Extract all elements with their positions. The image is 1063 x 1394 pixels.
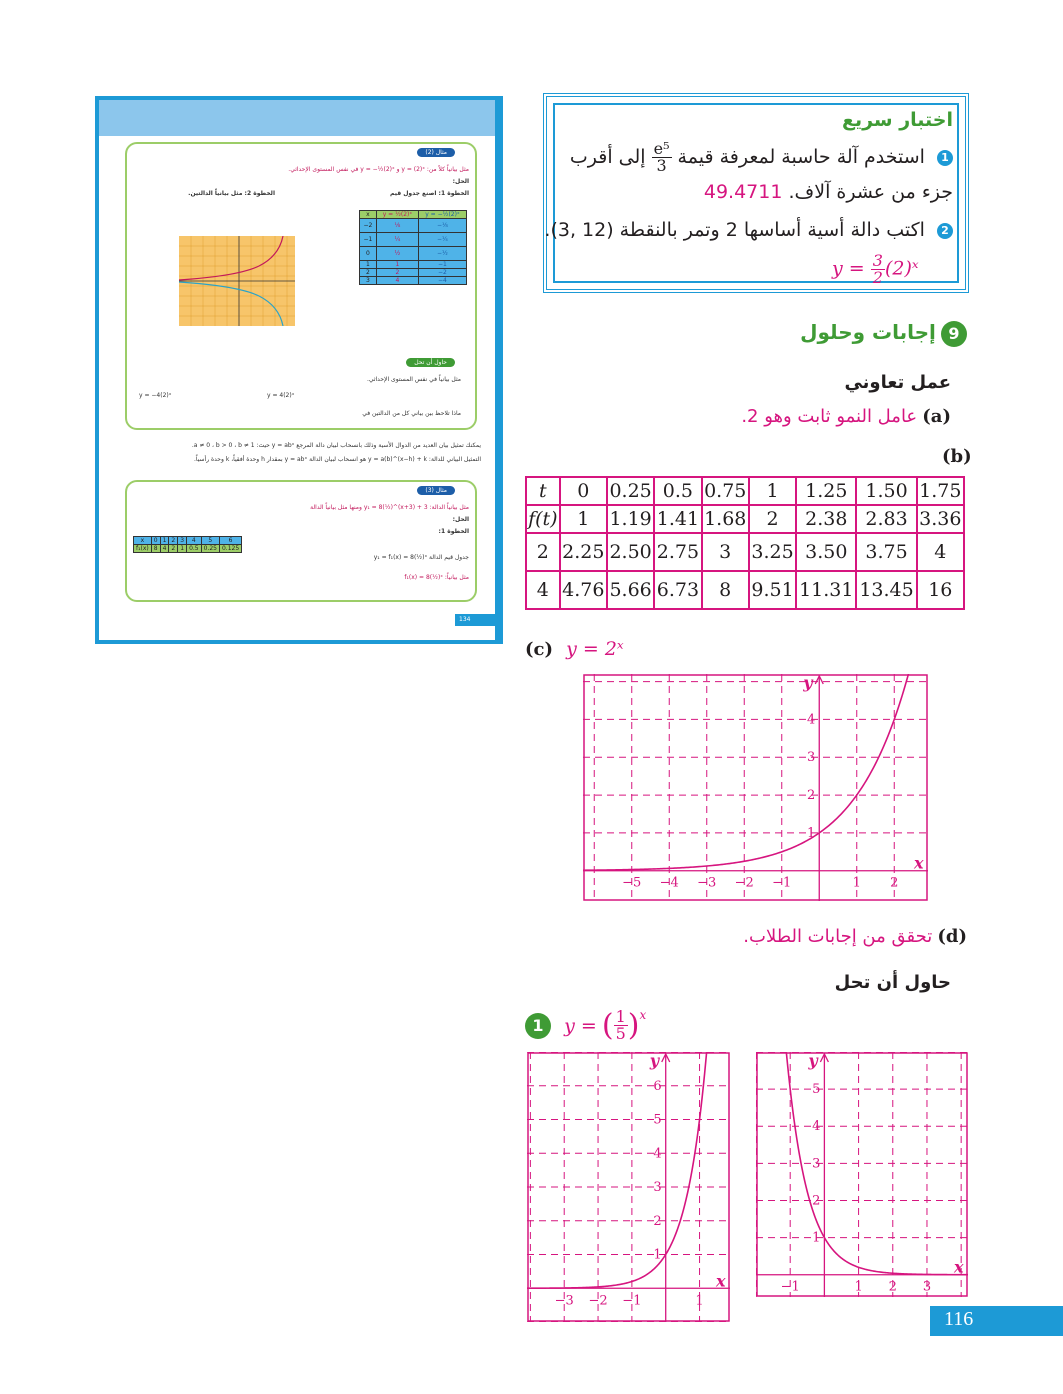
growth-table bbox=[525, 476, 965, 610]
table-cell: 3.50 bbox=[796, 533, 856, 571]
table-cell: 3.36 bbox=[917, 505, 964, 533]
part-d-label: (d) bbox=[937, 926, 967, 947]
table-row bbox=[526, 477, 964, 505]
table-row bbox=[526, 533, 964, 571]
y-tick-label: 5 bbox=[653, 1112, 662, 1128]
part-b-label: (b) bbox=[942, 446, 972, 467]
table-cell: 1.75 bbox=[917, 477, 964, 505]
y-tick-label: 3 bbox=[806, 750, 816, 766]
function-curve bbox=[583, 674, 928, 870]
student-page-thumbnail bbox=[95, 96, 503, 644]
table-cell: 4 bbox=[526, 571, 560, 609]
table-cell: 8 bbox=[702, 571, 749, 609]
quiz-q1-text-b: إلى أقرب bbox=[569, 146, 646, 168]
quick-quiz-title: اختبار سريع bbox=[841, 109, 953, 131]
y-tick-label: 4 bbox=[653, 1146, 662, 1162]
table-cell: 0 bbox=[560, 477, 607, 505]
y-tick-label: 2 bbox=[653, 1213, 662, 1229]
thumb-step1: الخطوة 1: اصنع جدول قيم bbox=[390, 190, 469, 197]
graph-frame bbox=[584, 675, 927, 900]
table-cell: 16 bbox=[917, 571, 964, 609]
table-cell: 2 bbox=[526, 533, 560, 571]
table-cell: 2 bbox=[749, 505, 796, 533]
thumb-try-pill: حاول أن تحل bbox=[406, 358, 455, 367]
quiz-q2-answer: y = $\frac{3}{2}$ (2)ˣ bbox=[832, 251, 919, 287]
section-number-badge: 9 bbox=[941, 321, 967, 347]
x-tick-label: −2 bbox=[588, 1293, 608, 1309]
y-axis-label: y bbox=[649, 1052, 660, 1070]
table-cell: 0.25 bbox=[607, 477, 654, 505]
table-cell: f(t) bbox=[526, 505, 560, 533]
table-cell: 0.5 bbox=[654, 477, 701, 505]
table-cell: 13.45 bbox=[856, 571, 916, 609]
thumb-ex3-note: جدول قيم الدالة y₁ = f₁(x) = 8(½)ˣ bbox=[373, 554, 469, 561]
x-tick-label: −3 bbox=[697, 875, 717, 891]
quiz-q2-text: اكتب دالة أسية أساسها 2 وتمر بالنقطة (12 ,3). bbox=[544, 219, 925, 241]
x-tick-label: 3 bbox=[922, 1279, 932, 1295]
thumb-paragraph-2: التمثيل البياني للدالة: y = a(b)^(x−h) + k هو انسحاب لبيان الدالة y = abˣ بمقدار h وحدة أفقياً، k وحدة رأسياً. bbox=[193, 456, 481, 463]
thumb-try-q: ماذا تلاحظ بين بياني كل من الدالتين في bbox=[362, 410, 461, 417]
function-curve bbox=[527, 1052, 730, 1291]
try-it-eq-lhs: y = bbox=[564, 1014, 597, 1037]
table-cell: t bbox=[526, 477, 560, 505]
table-row bbox=[526, 505, 964, 533]
table-cell: 6.73 bbox=[654, 571, 701, 609]
part-d-text: تحقق من إجابات الطلاب. bbox=[743, 926, 933, 947]
graph-left bbox=[527, 1052, 730, 1322]
table-cell: 1.50 bbox=[856, 477, 916, 505]
try-it-fraction: $\frac{1}{5}$ bbox=[615, 1007, 626, 1043]
quiz-q1-answer: 49.4711 bbox=[703, 181, 783, 203]
thumb-paragraph-1: يمكنك تمثيل بيان العديد من الدوال الأسية وذلك بانسحاب لبيان دالة المرجع y = abˣ حيث: a ≠ 0 ، b > 0 ، b ≠ 1. bbox=[191, 442, 481, 449]
y-tick-label: 3 bbox=[653, 1180, 662, 1195]
x-tick-label: 1 bbox=[695, 1293, 704, 1309]
table-cell: 3.75 bbox=[856, 533, 916, 571]
table-cell: 5.66 bbox=[607, 571, 654, 609]
y-tick-label: 3 bbox=[812, 1156, 821, 1172]
quiz-bullet-2: 2 bbox=[937, 223, 953, 239]
y-tick-label: 5 bbox=[812, 1082, 821, 1098]
table-cell: 1.68 bbox=[702, 505, 749, 533]
thumb-try-b: y = 4(2)ˣ bbox=[267, 392, 295, 399]
table-cell: 1.19 bbox=[607, 505, 654, 533]
thumb-graph bbox=[179, 236, 295, 326]
thumb-value-table: x y = ½(2)ˣ y = −½(2)ˣ −2 ⅛ −⅛ −1 ¼ −¼ 0 ½ −½ 1 1 −1 2 2 −2 3 4 −4 bbox=[359, 210, 467, 285]
coop-heading: عمل تعاوني bbox=[844, 372, 951, 393]
y-tick-label: 2 bbox=[806, 788, 816, 804]
try-it-badge: 1 bbox=[525, 1013, 551, 1039]
x-tick-label: −1 bbox=[622, 1293, 642, 1309]
y-axis-label: y bbox=[808, 1052, 818, 1070]
table-cell: 1.25 bbox=[796, 477, 856, 505]
table-cell: 4.76 bbox=[560, 571, 607, 609]
x-tick-label: 2 bbox=[888, 1279, 897, 1295]
try-it-heading: حاول أن تحل bbox=[834, 972, 951, 993]
graph-c bbox=[583, 674, 928, 901]
x-tick-label: −1 bbox=[780, 1279, 800, 1295]
quiz-q1-text-a: استخدم آلة حاسبة لمعرفة قيمة bbox=[677, 146, 925, 168]
thumbnail-example-3-box bbox=[125, 480, 477, 602]
quiz-q1-line2: جزء من عشرة آلاف. 49.4711 bbox=[703, 181, 953, 203]
thumb-step2: الخطوة 2: مثل بيانياً الدالتين. bbox=[188, 190, 275, 197]
table-cell: 9.51 bbox=[749, 571, 796, 609]
x-tick-label: −4 bbox=[659, 875, 679, 891]
thumb-page-tab bbox=[455, 614, 499, 626]
x-tick-label: 2 bbox=[890, 875, 899, 891]
table-cell: 2.50 bbox=[607, 533, 654, 571]
page-number-tab bbox=[930, 1306, 1063, 1336]
quick-quiz-box bbox=[543, 93, 969, 293]
table-cell: 2.75 bbox=[654, 533, 701, 571]
part-a-text: عامل النمو ثابت وهو 2. bbox=[741, 406, 918, 427]
table-row bbox=[526, 571, 964, 609]
part-a-label: (a) bbox=[922, 406, 951, 427]
table-cell: 4 bbox=[917, 533, 964, 571]
thumb-page-number: 134 bbox=[459, 616, 471, 623]
thumb-ex3-table: x 0 1 2 3 4 5 6 f₁(x) 8 4 2 1 0.5 0.25 0.125 bbox=[133, 536, 242, 553]
y-tick-label: 6 bbox=[653, 1078, 662, 1094]
y-tick-label: 1 bbox=[653, 1247, 662, 1263]
part-c-equation: y = 2ˣ bbox=[566, 638, 624, 660]
page-number: 116 bbox=[944, 1308, 974, 1330]
y-tick-label: 1 bbox=[812, 1230, 821, 1246]
quiz-question-2 bbox=[544, 219, 953, 241]
x-tick-label: −2 bbox=[734, 875, 754, 891]
table-cell: 3 bbox=[702, 533, 749, 571]
thumb-example2-pill: مثال (2) bbox=[417, 148, 455, 157]
table-cell: 1.41 bbox=[654, 505, 701, 533]
x-tick-label: 1 bbox=[852, 875, 861, 891]
x-axis-label: x bbox=[954, 1257, 964, 1277]
table-cell: 2.38 bbox=[796, 505, 856, 533]
x-axis-label: x bbox=[716, 1271, 726, 1291]
table-cell: 11.31 bbox=[796, 571, 856, 609]
table-cell: 2.83 bbox=[856, 505, 916, 533]
y-axis-label: y bbox=[803, 674, 813, 692]
thumb-solution: الحل: bbox=[452, 178, 469, 185]
coop-part-d bbox=[743, 926, 967, 947]
y-tick-label: 1 bbox=[806, 825, 816, 841]
thumb-example3-pill: مثال (3) bbox=[417, 486, 455, 495]
try-it-item-1: 1 y = ( $\frac{1}{5}$ )$^x$ bbox=[525, 1008, 646, 1043]
coop-part-a bbox=[741, 406, 951, 427]
thumb-ex3-graph: مثل بيانياً: f₁(x) = 8(½)ˣ bbox=[404, 574, 469, 581]
quiz-bullet-1: 1 bbox=[937, 150, 953, 166]
quiz-q1-fraction: $\frac{\text{e⁵}}{3}$ bbox=[653, 139, 670, 175]
y-tick-label: 4 bbox=[806, 712, 816, 728]
table-cell: 1 bbox=[749, 477, 796, 505]
table-cell: 1 bbox=[560, 505, 607, 533]
thumbnail-example-2-box bbox=[125, 142, 477, 430]
table-cell: 0.75 bbox=[702, 477, 749, 505]
quiz-question-1 bbox=[570, 141, 953, 174]
thumb-example2-line: مثل بيانياً كلاً من: y = (2)ˣ و y = −½(2)ˣ في نفس المستوى الإحداثي. bbox=[288, 166, 469, 173]
graph-right bbox=[756, 1052, 968, 1297]
thumb-example3-line: مثل بيانياً الدالة: y₁ = 8(½)^(x+3) + 3 ومنها مثل بيانياً الدالة bbox=[310, 504, 469, 511]
try-it-exponent: x bbox=[639, 1008, 647, 1022]
x-tick-label: −5 bbox=[622, 875, 642, 891]
section-title: إجابات وحلول bbox=[800, 320, 936, 344]
x-tick-label: 1 bbox=[854, 1279, 863, 1295]
thumbnail-header-band bbox=[99, 100, 495, 136]
table-cell: 3.25 bbox=[749, 533, 796, 571]
x-tick-label: −3 bbox=[554, 1293, 574, 1309]
thumb-ex3-solution: الحل: bbox=[452, 516, 469, 523]
part-c-label: (c) bbox=[525, 639, 553, 660]
table-cell: 2.25 bbox=[560, 533, 607, 571]
thumb-ex3-step: الخطوة 1: bbox=[438, 528, 469, 535]
part-c-heading bbox=[525, 638, 624, 660]
x-tick-label: −1 bbox=[772, 875, 792, 891]
graph-frame bbox=[757, 1053, 967, 1296]
y-tick-label: 4 bbox=[812, 1119, 821, 1135]
thumb-try-a: y = −4(2)ˣ bbox=[139, 392, 172, 399]
thumb-try-line: مثل بيانياً في نفس المستوى الإحداثي. bbox=[366, 376, 461, 383]
y-tick-label: 2 bbox=[812, 1193, 821, 1209]
x-axis-label: x bbox=[914, 853, 924, 873]
section-heading bbox=[800, 320, 967, 347]
